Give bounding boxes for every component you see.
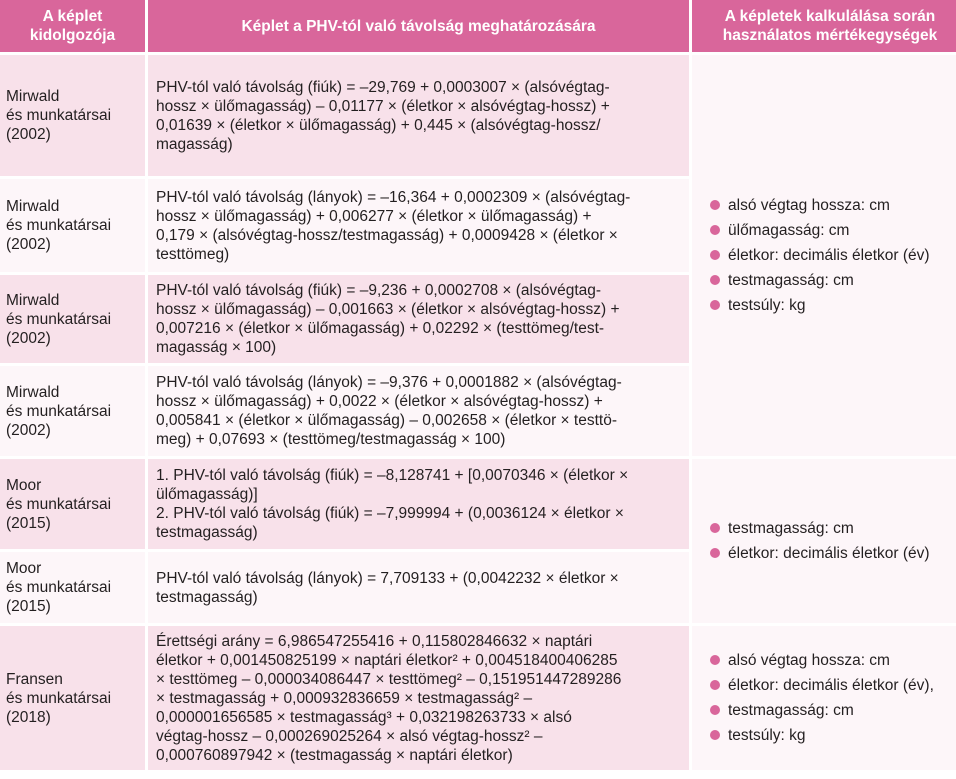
formula-cell	[148, 275, 689, 363]
bullet-icon	[710, 225, 720, 235]
list-item	[710, 544, 956, 563]
formula-line: 2. PHV-tól való távolság (fiúk) = –7,999994 + (0,0036124 × életkor ×	[156, 505, 624, 522]
formula-line: 1. PHV-tól való távolság (fiúk) = –8,128741 + [0,0070346 × (életkor ×	[156, 467, 629, 484]
unit-text: alsó végtag hossza: cm	[728, 197, 890, 214]
unit-text: alsó végtag hossza: cm	[728, 652, 890, 669]
list-item	[710, 196, 956, 215]
author-name: Mirwald	[6, 291, 60, 309]
formula-line: Érettségi arány = 6,986547255416 + 0,115802846632 × naptári	[156, 632, 593, 650]
units-cell	[692, 55, 956, 456]
formula-line: meg) + 0,07693 × (testtömeg/testmagasság × 100)	[156, 431, 506, 448]
list-item	[710, 246, 956, 265]
bullet-icon	[710, 655, 720, 665]
header-formula: Képlet a PHV-tól való távolság meghatározására	[148, 0, 689, 52]
list-item	[710, 296, 956, 315]
formula-line: testtömeg)	[156, 245, 230, 263]
author-name: Mirwald	[6, 383, 60, 401]
formula-line: magasság × 100)	[156, 339, 277, 356]
unit-text: életkor: decimális életkor (év)	[728, 247, 930, 264]
author-year: (2002)	[6, 236, 51, 253]
formula-line: ülőmagasság)]	[156, 486, 258, 503]
author-coauthors: és munkatársai	[6, 689, 112, 707]
unit-list	[710, 196, 956, 315]
table-row	[0, 626, 956, 770]
formula-line: hossz × ülőmagasság) + 0,0022 × (életkor × alsóvégtag-hossz) +	[156, 393, 603, 410]
header-row	[0, 0, 956, 52]
author-cell	[0, 275, 145, 363]
list-item	[710, 221, 956, 240]
list-item	[710, 676, 956, 695]
formula-line: végtag-hossz – 0,000269025264 × alsó végtag-hossz² –	[156, 727, 543, 745]
bullet-icon	[710, 730, 720, 740]
bullet-icon	[710, 705, 720, 715]
formula-cell	[148, 552, 689, 623]
unit-text: életkor: decimális életkor (év)	[728, 545, 930, 562]
header-author: A képlet kidolgozója	[0, 0, 145, 52]
unit-text: testmagasság: cm	[728, 702, 854, 719]
author-cell	[0, 626, 145, 770]
list-item	[710, 271, 956, 290]
author-coauthors: és munkatársai	[6, 579, 112, 596]
author-cell	[0, 459, 145, 549]
formula-cell	[148, 459, 689, 549]
formula-cell	[148, 179, 689, 272]
formula-line: 0,01639 × (életkor × ülőmagasság) + 0,445 × (alsóvégtag-hossz/	[156, 116, 601, 134]
formula-line: PHV-tól való távolság (lányok) = –9,376 + 0,0001882 × (alsóvégtag-	[156, 374, 622, 391]
formula-line: testmagasság)	[156, 588, 258, 606]
table-row	[0, 55, 956, 176]
unit-list	[710, 519, 956, 563]
author-name: Moor	[6, 476, 42, 494]
author-name: Moor	[6, 560, 42, 577]
formula-line: PHV-tól való távolság (lányok) = 7,709133 + (0,0042232 × életkor ×	[156, 569, 619, 587]
unit-text: ülőmagasság: cm	[728, 222, 850, 239]
bullet-icon	[710, 300, 720, 310]
formula-line: 0,000760897942 × (testmagasság × naptári életkor)	[156, 746, 513, 764]
author-coauthors: és munkatársai	[6, 310, 112, 328]
author-coauthors: és munkatársai	[6, 107, 112, 124]
unit-text: életkor: decimális életkor (év),	[728, 677, 934, 694]
author-cell	[0, 366, 145, 456]
header-units: A képletek kalkulálása során használatos mértékegységek	[692, 0, 956, 52]
unit-text: testmagasság: cm	[728, 520, 854, 537]
author-cell	[0, 55, 145, 176]
formula-line: 0,179 × (alsóvégtag-hossz/testmagasság) + 0,0009428 × (életkor ×	[156, 226, 618, 244]
formula-line: magasság)	[156, 135, 233, 153]
formula-line: életkor + 0,001450825199 × naptári életkor² + 0,004518400406285	[156, 651, 618, 669]
list-item	[710, 726, 956, 745]
author-name: Mirwald	[6, 198, 60, 215]
formula-line: hossz × ülőmagasság) + 0,006277 × (életkor × ülőmagasság) +	[156, 207, 592, 225]
author-coauthors: és munkatársai	[6, 402, 112, 420]
list-item	[710, 519, 956, 538]
author-year: (2002)	[6, 126, 51, 143]
author-year: (2002)	[6, 421, 51, 439]
bullet-icon	[710, 523, 720, 533]
formula-line: testmagasság)	[156, 524, 258, 541]
formula-cell	[148, 626, 689, 770]
author-name: Mirwald	[6, 88, 60, 105]
formula-cell	[148, 366, 689, 456]
unit-text: testmagasság: cm	[728, 272, 854, 289]
formula-cell	[148, 55, 689, 176]
list-item	[710, 701, 956, 720]
formula-line: hossz × ülőmagasság) – 0,01177 × (életkor × alsóvégtag-hossz) +	[156, 97, 610, 115]
unit-text: testsúly: kg	[728, 297, 806, 314]
formula-line: 0,007216 × (életkor × ülőmagasság) + 0,02292 × (testtömeg/test-	[156, 320, 605, 337]
author-cell	[0, 179, 145, 272]
units-cell	[692, 459, 956, 623]
formula-line: 0,000001656585 × testmagasság³ + 0,032198263733 × alsó	[156, 708, 572, 726]
author-coauthors: és munkatársai	[6, 495, 112, 513]
author-coauthors: és munkatársai	[6, 217, 112, 234]
bullet-icon	[710, 680, 720, 690]
author-year: (2018)	[6, 708, 51, 726]
list-item	[710, 651, 956, 670]
formula-line: × testmagasság + 0,000932836659 × testmagasság² –	[156, 689, 533, 707]
bullet-icon	[710, 548, 720, 558]
author-year: (2002)	[6, 329, 51, 347]
author-name: Fransen	[6, 670, 63, 688]
units-cell	[692, 626, 956, 770]
author-year: (2015)	[6, 598, 51, 615]
formula-line: × testtömeg – 0,000034086447 × testtömeg² – 0,151951447289286	[156, 670, 622, 688]
bullet-icon	[710, 275, 720, 285]
bullet-icon	[710, 250, 720, 260]
author-cell	[0, 552, 145, 623]
author-year: (2015)	[6, 514, 51, 532]
formula-line: 0,005841 × (életkor × ülőmagasság) – 0,002658 × (életkor × testtö-	[156, 412, 617, 429]
formula-line: PHV-tól való távolság (fiúk) = –29,769 + 0,0003007 × (alsóvégtag-	[156, 78, 610, 96]
unit-text: testsúly: kg	[728, 727, 806, 744]
bullet-icon	[710, 200, 720, 210]
formula-line: PHV-tól való távolság (fiúk) = –9,236 + 0,0002708 × (alsóvégtag-	[156, 282, 602, 299]
formula-line: PHV-tól való távolság (lányok) = –16,364 + 0,0002309 × (alsóvégtag-	[156, 188, 631, 206]
unit-list	[710, 651, 956, 745]
formula-line: hossz × ülőmagasság) – 0,001663 × (életkor × alsóvégtag-hossz) +	[156, 301, 620, 318]
table-row	[0, 459, 956, 549]
